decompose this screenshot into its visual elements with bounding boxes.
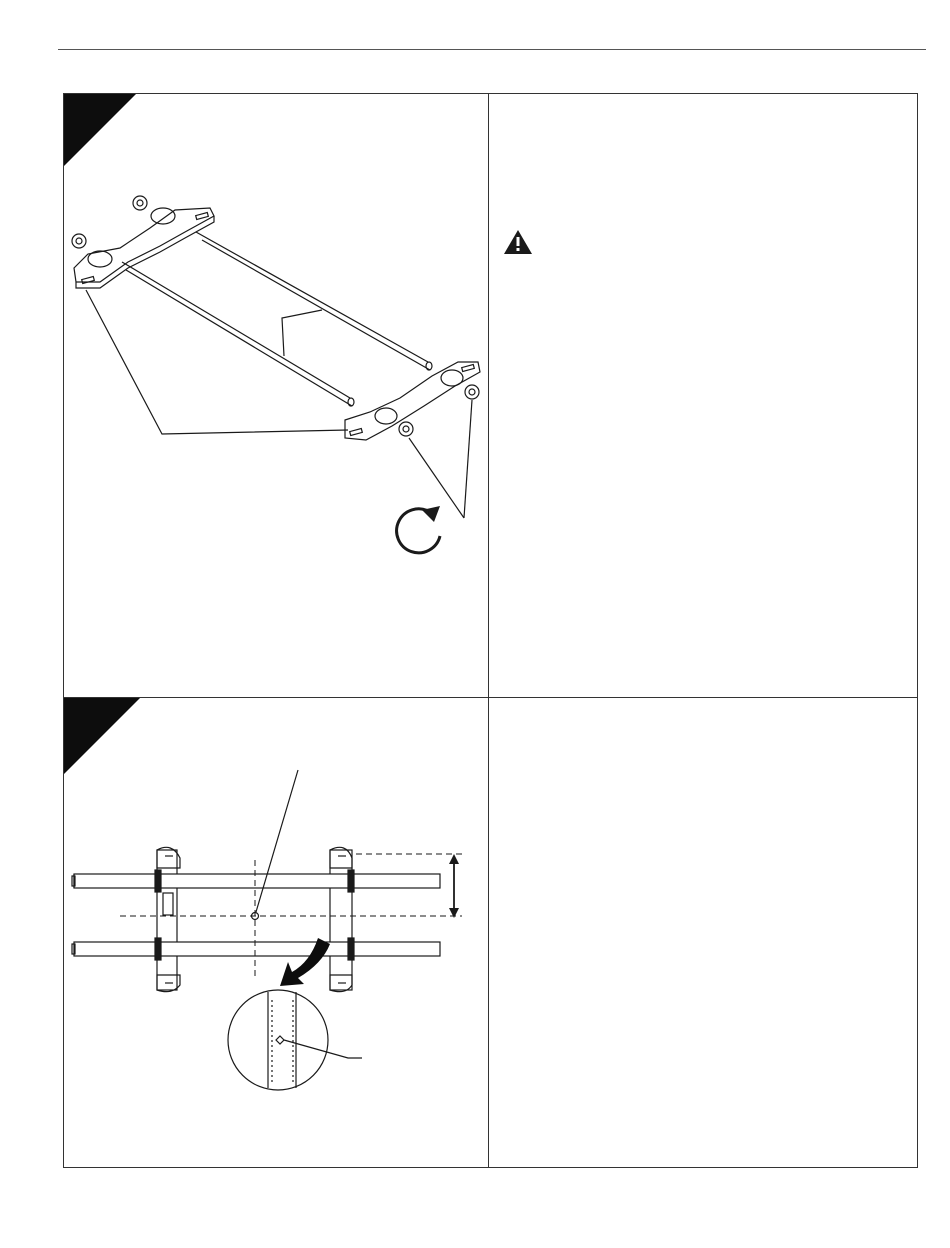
double-arrow-icon [449, 854, 459, 918]
